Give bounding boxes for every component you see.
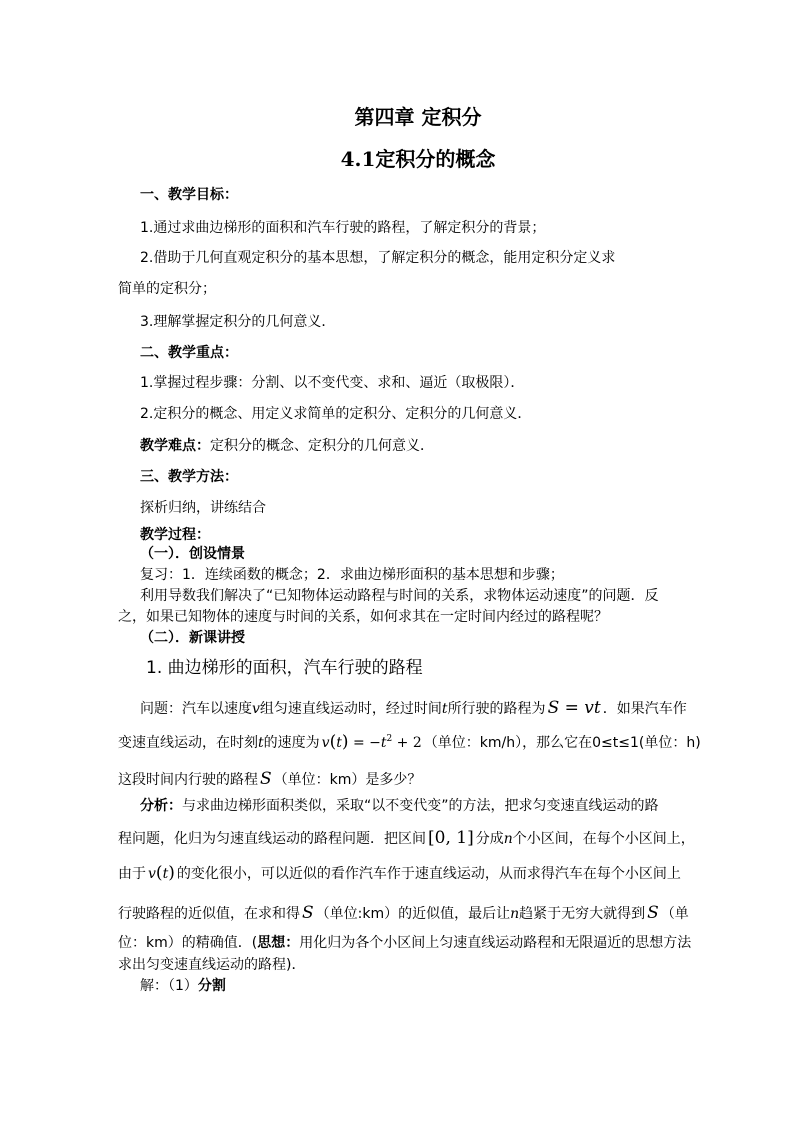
difficulty-label: 教学难点：: [140, 438, 210, 454]
review-text: 复习：1．连续函数的概念；2．求曲边梯形面积的基本思想和步骤；: [140, 567, 564, 583]
time-range: 0≤t≤1(单位：h): [592, 735, 701, 751]
solution-line: 解：（1）分割: [140, 978, 226, 994]
var-n: n: [503, 831, 513, 847]
var-n: n: [510, 906, 520, 922]
question-line-1: 问题：汽车以速度v组匀速直线运动时，经过时间t所行驶的路程为 S = vt ．如果汽车作: [140, 698, 687, 718]
var-t: t: [258, 735, 264, 751]
section-title: 4.1定积分的概念: [340, 147, 496, 171]
analysis-line-3: 由于 v(t) 的变化很小，可以近似的看作汽车作于速直线运动，从而求得汽车在每个小区间上: [118, 863, 681, 883]
thinking-label: 思想：: [257, 935, 300, 951]
objectives-heading: 一、教学目标：: [140, 187, 238, 203]
question-line-3: 这段时间内行驶的路程 S （单位：km）是多少？: [118, 769, 422, 789]
methods-text: 探析归纳，讲练结合: [140, 500, 266, 516]
velocity-formula: $v(t) = -t^2 + 2$: [321, 732, 422, 752]
partition-label: 分割: [197, 978, 226, 994]
chapter-title: 第四章 定积分: [354, 105, 482, 129]
methods-heading: 三、教学方法：: [140, 469, 238, 485]
intro-line-1: 利用导数我们解决了“已知物体运动路程与时间的关系，求物体运动速度”的问题．反: [140, 588, 659, 604]
var-s: S: [260, 769, 272, 789]
part-1-heading: （一）．创设情景: [140, 546, 245, 562]
objective-3: 3.理解掌握定积分的几何意义．: [140, 314, 336, 330]
objective-2-line-1: 2.借助于几何直观定积分的基本思想，了解定积分的概念，能用定积分定义求: [140, 250, 616, 266]
interval-formula: [0, 1]: [428, 828, 474, 848]
analysis-line-4: 行驶路程的近似值，在求和得 S （单位:km）的近似值，最后让n趋紧于无穷大就得到 S （单: [118, 903, 689, 923]
key-point-2: 2.定积分的概念、用定义求简单的定积分、定积分的几何意义．: [140, 406, 532, 422]
analysis-label: 分析：: [140, 798, 182, 814]
analysis-line-1: 分析：与求曲边梯形面积类似，采取“以不变代变”的方法，把求匀变速直线运动的路: [140, 798, 659, 814]
velocity-function: v(t): [148, 863, 175, 883]
part-2-heading: （二）．新课讲授: [140, 630, 245, 646]
difficulty-line: [140, 437, 434, 455]
objective-2-line-2: 简单的定积分；: [118, 281, 216, 297]
formula-s-vt: S = vt: [547, 698, 601, 718]
key-points-heading: 二、教学重点：: [140, 345, 238, 361]
var-v: v: [252, 701, 260, 717]
topic-1-heading: 1. 曲边梯形的面积，汽车行驶的路程: [146, 658, 423, 678]
analysis-line-5: 位：km）的精确值．(思想：用化归为各个小区间上匀速直线运动路程和无限逼近的思想方法: [118, 935, 692, 951]
var-s: S: [647, 903, 659, 923]
intro-line-2: 之，如果已知物体的速度与时间的关系，如何求其在一定时间内经过的路程呢？: [118, 609, 608, 625]
var-s: S: [302, 903, 314, 923]
analysis-line-2: 程问题，化归为匀速直线运动的路程问题．把区间 [0, 1] 分成n个小区间，在每个小区间上，: [118, 828, 695, 848]
objective-1: 1.通过求曲边梯形的面积和汽车行驶的路程，了解定积分的背景；: [140, 220, 546, 236]
analysis-line-6: 求出匀变速直线运动的路程)．: [118, 957, 306, 973]
key-point-1: 1.掌握过程步骤：分割、以不变代变、求和、逼近（取极限）．: [140, 375, 525, 391]
difficulty-text: 定积分的概念、定积分的几何意义．: [210, 438, 434, 454]
var-t: t: [441, 701, 448, 717]
process-heading: 教学过程：: [140, 527, 210, 543]
question-line-2: 变速直线运动，在时刻t的速度为 $v(t) = -t^2 + 2$ （单位：km/h），那么它在0≤t≤1(单位：h): [118, 732, 701, 752]
